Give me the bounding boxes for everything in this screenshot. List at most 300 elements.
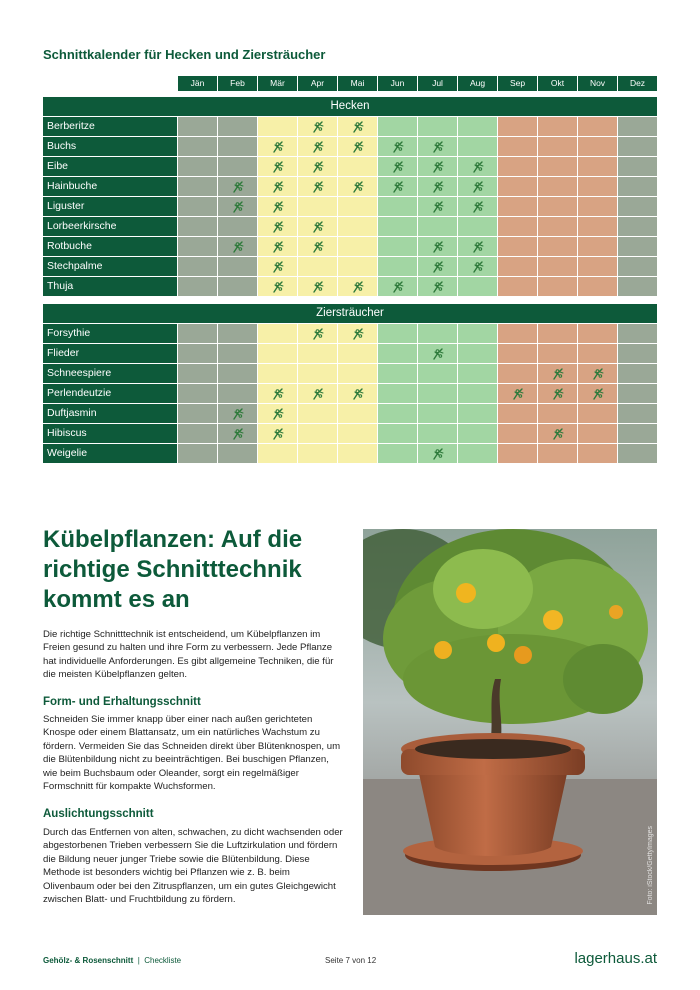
pruning-shears-icon — [351, 180, 365, 194]
month-cell — [418, 217, 457, 236]
month-cell — [218, 404, 257, 423]
month-cell — [178, 177, 217, 196]
calendar-title: Schnittkalender für Hecken und Ziersträucher — [43, 47, 326, 62]
month-cell — [218, 157, 257, 176]
month-cell — [258, 257, 297, 276]
month-cell — [618, 384, 657, 403]
month-cell — [498, 137, 537, 156]
month-cell — [618, 277, 657, 296]
month-cell — [218, 277, 257, 296]
month-cell — [498, 197, 537, 216]
pruning-shears-icon — [271, 160, 285, 174]
month-cell — [338, 157, 377, 176]
pruning-shears-icon — [471, 180, 485, 194]
pruning-shears-icon — [271, 200, 285, 214]
month-cell — [458, 177, 497, 196]
month-cell — [338, 237, 377, 256]
pruning-shears-icon — [311, 140, 325, 154]
month-cell — [298, 424, 337, 443]
pruning-shears-icon — [391, 140, 405, 154]
month-cell — [498, 177, 537, 196]
calendar-row — [43, 237, 657, 256]
pruning-shears-icon — [271, 407, 285, 421]
month-cell — [538, 277, 577, 296]
pruning-shears-icon — [311, 327, 325, 341]
month-cell — [378, 364, 417, 383]
month-cell — [298, 277, 337, 296]
calendar-row — [43, 177, 657, 196]
month-cell — [618, 157, 657, 176]
plant-name: Schneespiere — [43, 364, 177, 383]
month-cell — [378, 444, 417, 463]
month-cell — [618, 324, 657, 343]
calendar-row — [43, 364, 657, 383]
month-cell — [258, 324, 297, 343]
month-cell — [418, 197, 457, 216]
month-cell — [218, 197, 257, 216]
plant-name: Buchs — [43, 137, 177, 156]
pruning-shears-icon — [551, 367, 565, 381]
article-intro: Die richtige Schnitttechnik ist entscheidend, um Kübelpflanzen im Freien gesund zu halten und ihre Form zu verbessern. Jede Pflanze hat individuelle Anforderungen. Es gibt allgemeine Techniken, die für die meisten Kübelpflanzen gelten. — [43, 629, 334, 681]
month-cell — [298, 404, 337, 423]
pruning-shears-icon — [231, 200, 245, 214]
month-cell — [378, 344, 417, 363]
month-cell — [338, 404, 377, 423]
pruning-shears-icon — [311, 220, 325, 234]
month-cell — [378, 404, 417, 423]
month-cell — [258, 424, 297, 443]
month-cell — [218, 257, 257, 276]
month-cell — [298, 444, 337, 463]
month-cell — [498, 344, 537, 363]
pruning-shears-icon — [311, 160, 325, 174]
month-cell — [298, 177, 337, 196]
footer — [43, 950, 657, 968]
plant-name: Rotbuche — [43, 237, 177, 256]
month-cell — [258, 237, 297, 256]
pruning-shears-icon — [351, 327, 365, 341]
month-jän: Jän — [178, 76, 217, 91]
pruning-shears-icon — [311, 240, 325, 254]
month-cell — [578, 137, 617, 156]
month-cell — [298, 217, 337, 236]
plant-name: Forsythie — [43, 324, 177, 343]
section-title-form: Form- und Erhaltungsschnitt — [43, 696, 201, 708]
calendar-row — [43, 424, 657, 443]
month-cell — [538, 177, 577, 196]
month-cell — [458, 197, 497, 216]
hecken-section — [43, 97, 657, 296]
pruning-shears-icon — [311, 387, 325, 401]
month-cell — [258, 117, 297, 136]
month-cell — [578, 277, 617, 296]
calendar-row — [43, 277, 657, 296]
month-cell — [578, 197, 617, 216]
plant-name: Eibe — [43, 157, 177, 176]
month-cell — [538, 157, 577, 176]
month-cell — [258, 384, 297, 403]
month-cell — [418, 324, 457, 343]
month-cell — [258, 404, 297, 423]
month-cell — [418, 277, 457, 296]
month-cell — [578, 217, 617, 236]
month-cell — [178, 237, 217, 256]
footer-separator: | — [137, 956, 140, 965]
pruning-shears-icon — [471, 200, 485, 214]
month-cell — [378, 277, 417, 296]
month-sep: Sep — [498, 76, 537, 91]
pruning-shears-icon — [391, 160, 405, 174]
pruning-shears-icon — [591, 367, 605, 381]
month-cell — [618, 137, 657, 156]
month-cell — [298, 384, 337, 403]
plant-name: Lorbeerkirsche — [43, 217, 177, 236]
pruning-shears-icon — [231, 427, 245, 441]
month-cell — [218, 137, 257, 156]
month-cell — [178, 344, 217, 363]
month-cell — [178, 364, 217, 383]
month-cell — [338, 257, 377, 276]
month-cell — [378, 117, 417, 136]
month-cell — [218, 177, 257, 196]
month-aug: Aug — [458, 76, 497, 91]
calendar-row — [43, 324, 657, 343]
month-cell — [618, 117, 657, 136]
month-apr: Apr — [298, 76, 337, 91]
pruning-shears-icon — [431, 200, 445, 214]
month-cell — [338, 364, 377, 383]
month-cell — [418, 137, 457, 156]
month-cell — [578, 324, 617, 343]
month-cell — [338, 217, 377, 236]
month-cell — [538, 257, 577, 276]
month-cell — [618, 177, 657, 196]
pruning-shears-icon — [471, 240, 485, 254]
month-cell — [218, 424, 257, 443]
pruning-shears-icon — [471, 260, 485, 274]
month-cell — [178, 444, 217, 463]
month-cell — [578, 404, 617, 423]
calendar-row — [43, 117, 657, 136]
calendar-row — [43, 384, 657, 403]
month-cell — [378, 157, 417, 176]
month-cell — [338, 197, 377, 216]
month-cell — [458, 217, 497, 236]
month-header-row — [178, 76, 657, 91]
month-cell — [578, 117, 617, 136]
month-jun: Jun — [378, 76, 417, 91]
month-cell — [178, 384, 217, 403]
month-cell — [618, 364, 657, 383]
calendar-row — [43, 157, 657, 176]
month-cell — [538, 344, 577, 363]
pruning-shears-icon — [231, 407, 245, 421]
month-cell — [218, 117, 257, 136]
month-cell — [178, 324, 217, 343]
pruning-shears-icon — [231, 240, 245, 254]
pruning-shears-icon — [271, 260, 285, 274]
month-cell — [618, 197, 657, 216]
month-cell — [418, 177, 457, 196]
month-cell — [498, 444, 537, 463]
pruning-shears-icon — [391, 280, 405, 294]
month-cell — [218, 384, 257, 403]
month-cell — [378, 384, 417, 403]
calendar-row — [43, 217, 657, 236]
month-cell — [538, 444, 577, 463]
month-cell — [458, 277, 497, 296]
month-cell — [578, 257, 617, 276]
month-cell — [338, 137, 377, 156]
month-cell — [298, 257, 337, 276]
month-cell — [418, 157, 457, 176]
month-cell — [338, 324, 377, 343]
month-cell — [578, 177, 617, 196]
pruning-shears-icon — [271, 280, 285, 294]
pruning-shears-icon — [551, 387, 565, 401]
month-cell — [218, 237, 257, 256]
month-cell — [178, 197, 217, 216]
pruning-shears-icon — [431, 260, 445, 274]
month-cell — [338, 177, 377, 196]
calendar-row — [43, 257, 657, 276]
month-cell — [578, 384, 617, 403]
month-cell — [378, 257, 417, 276]
month-cell — [578, 237, 617, 256]
month-cell — [618, 444, 657, 463]
month-cell — [538, 197, 577, 216]
pruning-shears-icon — [271, 387, 285, 401]
section-text-auslichtung: Durch das Entfernen von alten, schwachen, zu dicht wachsenden oder abgestorbenen Trieben verbessern Sie die Luftzirkulation und fördern die Bildung neuer junger Triebe sowie die Blütenbildung. Diese Methode ist besonders wichtig bei Pflanzen wie z. B. beim Olivenbaum oder bei den Zitruspflanzen, um ein gutes Gleichgewicht zwischen Blatt- und Fruchtbildung zu fördern. — [43, 827, 343, 906]
pruning-shears-icon — [351, 120, 365, 134]
month-cell — [218, 364, 257, 383]
month-cell — [458, 237, 497, 256]
month-cell — [258, 277, 297, 296]
plant-name: Berberitze — [43, 117, 177, 136]
month-cell — [298, 344, 337, 363]
month-cell — [538, 117, 577, 136]
article-heading: Kübelpflanzen: Auf die richtige Schnitttechnik kommt es an — [43, 526, 303, 613]
month-cell — [178, 137, 217, 156]
month-cell — [258, 344, 297, 363]
month-okt: Okt — [538, 76, 577, 91]
plant-name: Hibiscus — [43, 424, 177, 443]
calendar-row — [43, 344, 657, 363]
month-cell — [298, 117, 337, 136]
pruning-shears-icon — [471, 160, 485, 174]
plant-name: Liguster — [43, 197, 177, 216]
plant-name: Perlendeutzie — [43, 384, 177, 403]
zierstraeucher-section — [43, 304, 657, 463]
plant-name: Hainbuche — [43, 177, 177, 196]
month-cell — [498, 277, 537, 296]
pruning-shears-icon — [351, 387, 365, 401]
calendar-row — [43, 197, 657, 216]
month-cell — [618, 257, 657, 276]
pruning-shears-icon — [351, 280, 365, 294]
brand-logo[interactable]: lagerhaus.at — [574, 950, 657, 967]
month-cell — [418, 364, 457, 383]
month-cell — [218, 217, 257, 236]
pruning-shears-icon — [431, 180, 445, 194]
photo-credit: Foto: iStock/GettyImages — [647, 826, 654, 905]
month-cell — [498, 237, 537, 256]
month-cell — [418, 444, 457, 463]
footer-title-group — [43, 956, 181, 965]
month-cell — [458, 424, 497, 443]
plant-name: Duftjasmin — [43, 404, 177, 423]
month-cell — [338, 117, 377, 136]
hecken-section-title: Hecken — [43, 97, 657, 116]
month-cell — [458, 257, 497, 276]
pruning-shears-icon — [431, 240, 445, 254]
month-cell — [258, 177, 297, 196]
month-cell — [258, 137, 297, 156]
month-cell — [418, 257, 457, 276]
month-cell — [258, 217, 297, 236]
pruning-shears-icon — [431, 160, 445, 174]
plant-name: Weigelie — [43, 444, 177, 463]
month-cell — [498, 424, 537, 443]
month-cell — [618, 217, 657, 236]
month-cell — [298, 237, 337, 256]
month-cell — [178, 424, 217, 443]
plant-name: Thuja — [43, 277, 177, 296]
month-cell — [618, 404, 657, 423]
month-nov: Nov — [578, 76, 617, 91]
month-jul: Jul — [418, 76, 457, 91]
month-cell — [498, 217, 537, 236]
month-cell — [178, 277, 217, 296]
month-cell — [578, 444, 617, 463]
month-cell — [178, 217, 217, 236]
month-cell — [378, 197, 417, 216]
month-cell — [258, 197, 297, 216]
pruning-shears-icon — [271, 240, 285, 254]
month-cell — [458, 117, 497, 136]
page-number: Seite 7 von 12 — [325, 956, 377, 965]
month-cell — [538, 424, 577, 443]
month-cell — [578, 157, 617, 176]
month-cell — [498, 257, 537, 276]
footer-title: Gehölz- & Rosenschnitt — [43, 956, 134, 965]
month-cell — [618, 424, 657, 443]
pruning-shears-icon — [311, 180, 325, 194]
calendar-row — [43, 444, 657, 463]
zierstraeucher-section-title: Ziersträucher — [43, 304, 657, 323]
month-cell — [538, 384, 577, 403]
month-mär: Mär — [258, 76, 297, 91]
month-cell — [578, 344, 617, 363]
month-cell — [338, 277, 377, 296]
month-cell — [538, 217, 577, 236]
month-feb: Feb — [218, 76, 257, 91]
month-cell — [538, 404, 577, 423]
month-cell — [338, 444, 377, 463]
month-cell — [458, 137, 497, 156]
month-cell — [618, 344, 657, 363]
pruning-shears-icon — [551, 427, 565, 441]
month-cell — [418, 404, 457, 423]
month-cell — [298, 157, 337, 176]
month-cell — [458, 404, 497, 423]
pruning-shears-icon — [431, 347, 445, 361]
pruning-shears-icon — [391, 180, 405, 194]
month-cell — [338, 384, 377, 403]
month-cell — [418, 424, 457, 443]
month-cell — [458, 157, 497, 176]
month-cell — [498, 157, 537, 176]
month-cell — [618, 237, 657, 256]
plant-name: Flieder — [43, 344, 177, 363]
month-cell — [378, 137, 417, 156]
month-cell — [418, 384, 457, 403]
plant-name: Stechpalme — [43, 257, 177, 276]
month-cell — [178, 257, 217, 276]
month-cell — [378, 217, 417, 236]
month-cell — [298, 364, 337, 383]
month-cell — [218, 344, 257, 363]
month-cell — [578, 424, 617, 443]
month-cell — [538, 137, 577, 156]
month-cell — [338, 424, 377, 443]
month-cell — [498, 117, 537, 136]
month-cell — [298, 324, 337, 343]
section-title-auslichtung: Auslichtungsschnitt — [43, 808, 154, 820]
pruning-shears-icon — [591, 387, 605, 401]
month-cell — [538, 364, 577, 383]
month-cell — [378, 177, 417, 196]
month-cell — [458, 364, 497, 383]
month-cell — [258, 157, 297, 176]
month-cell — [338, 344, 377, 363]
month-cell — [298, 197, 337, 216]
month-cell — [178, 157, 217, 176]
month-mai: Mai — [338, 76, 377, 91]
calendar-row — [43, 404, 657, 423]
month-cell — [458, 324, 497, 343]
month-cell — [378, 324, 417, 343]
month-cell — [458, 384, 497, 403]
month-cell — [538, 324, 577, 343]
month-cell — [218, 324, 257, 343]
pruning-shears-icon — [351, 140, 365, 154]
month-cell — [178, 404, 217, 423]
month-cell — [418, 237, 457, 256]
month-cell — [378, 424, 417, 443]
month-dez: Dez — [618, 76, 657, 91]
month-cell — [498, 384, 537, 403]
pruning-shears-icon — [231, 180, 245, 194]
month-cell — [218, 444, 257, 463]
month-cell — [498, 364, 537, 383]
month-cell — [458, 444, 497, 463]
pruning-shears-icon — [271, 140, 285, 154]
calendar-row — [43, 137, 657, 156]
month-cell — [538, 237, 577, 256]
month-cell — [498, 324, 537, 343]
month-cell — [418, 344, 457, 363]
month-cell — [418, 117, 457, 136]
pruning-shears-icon — [271, 220, 285, 234]
month-cell — [578, 364, 617, 383]
month-cell — [178, 117, 217, 136]
section-text-form: Schneiden Sie immer knapp über einer nach außen gerichteten Knospe oder einem Blattansatz, um ein natürliches Wachstum zu fördern. Vermeiden Sie das Schneiden direkt über Blütenknospen, um die Blütenbildung nicht zu beeinträchtigen. Bei buschigen Pflanzen, wie beim Buchsbaum oder Oleander, sorgt ein regelmäßiger Formschnitt für kompakte Wuchsformen. — [43, 714, 341, 793]
month-cell — [498, 404, 537, 423]
month-cell — [258, 364, 297, 383]
pruning-shears-icon — [431, 140, 445, 154]
pruning-shears-icon — [511, 387, 525, 401]
